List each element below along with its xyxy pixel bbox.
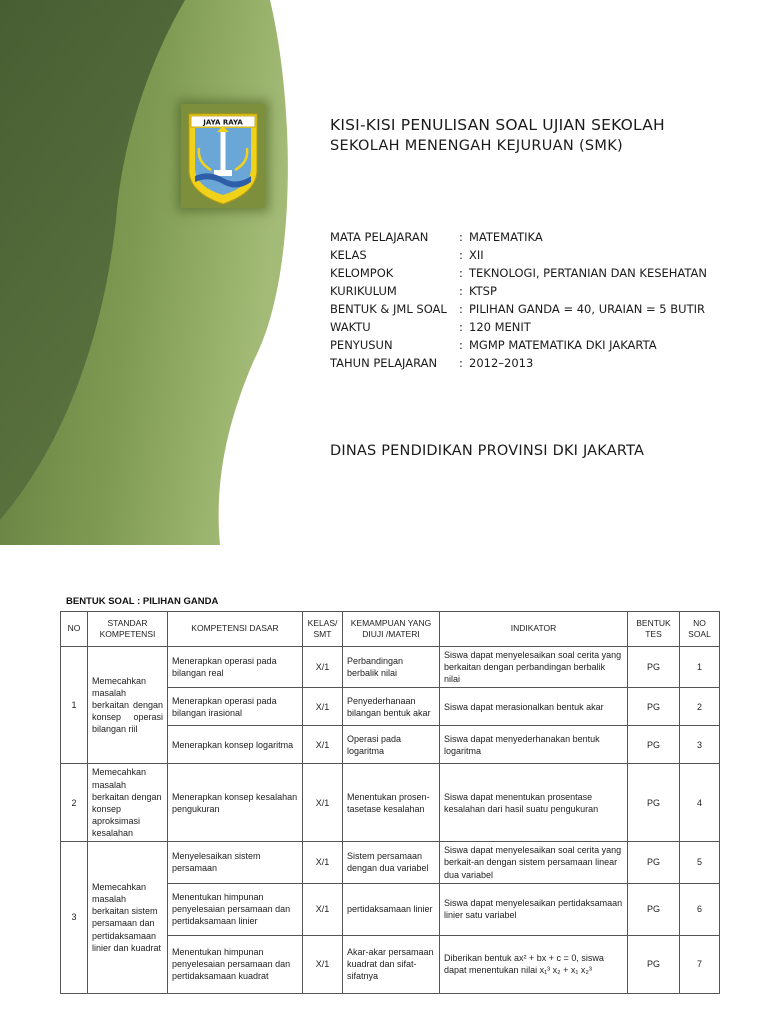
kisi-kisi-table xyxy=(60,611,720,994)
kompetensi-dasar: Menyelesaikan sistem persamaan xyxy=(168,842,303,883)
indikator: Siswa dapat menentukan prosentase kesalahan dari hasil suatu pengukuran xyxy=(440,764,628,842)
no-soal: 3 xyxy=(680,726,720,764)
bentuk-tes: PG xyxy=(628,688,680,726)
no-soal: 5 xyxy=(680,842,720,883)
bentuk-tes: PG xyxy=(628,647,680,688)
info-colon: : xyxy=(459,338,463,352)
indikator: Siswa dapat merasionalkan bentuk akar xyxy=(440,688,628,726)
info-colon: : xyxy=(459,302,463,316)
bentuk-tes: PG xyxy=(628,883,680,935)
materi: pertidaksamaan linier xyxy=(343,883,440,935)
info-colon: : xyxy=(459,320,463,334)
info-colon: : xyxy=(459,248,463,262)
section-label: BENTUK SOAL : PILIHAN GANDA xyxy=(66,596,219,607)
document-title: KISI-KISI PENULISAN SOAL UJIAN SEKOLAH xyxy=(330,116,665,134)
info-label: KELOMPOK xyxy=(330,266,394,280)
bentuk-tes: PG xyxy=(628,764,680,842)
kompetensi-dasar: Menerapkan operasi pada bilangan real xyxy=(168,647,303,688)
indikator: Siswa dapat menyelesaikan soal cerita yang berkait-an dengan sistem persamaan linear dua variabel xyxy=(440,842,628,883)
info-value: PILIHAN GANDA = 40, URAIAN = 5 BUTIR xyxy=(469,302,705,316)
info-colon: : xyxy=(459,356,463,370)
kompetensi-dasar: Menerapkan konsep logaritma xyxy=(168,726,303,764)
info-label: MATA PELAJARAN xyxy=(330,230,429,244)
indikator: Siswa dapat menyederhanakan bentuk logaritma xyxy=(440,726,628,764)
group-no: 2 xyxy=(61,764,88,842)
bentuk-tes: PG xyxy=(628,935,680,993)
group-standar-kompetensi: Memecahkan masalah berkaitan sistem persamaan dan pertidaksamaan linier dan kuadrat xyxy=(88,842,168,993)
materi: Menentukan prosen-tasetase kesalahan xyxy=(343,764,440,842)
logo-banner-text: JAYA RAYA xyxy=(203,118,243,127)
indikator: Siswa dapat menyelesaikan pertidaksamaan linier satu variabel xyxy=(440,883,628,935)
table-row xyxy=(61,842,720,883)
kompetensi-dasar: Menerapkan konsep kesalahan pengukuran xyxy=(168,764,303,842)
no-soal: 2 xyxy=(680,688,720,726)
info-value: MATEMATIKA xyxy=(469,230,543,244)
group-no: 1 xyxy=(61,647,88,764)
materi: Operasi pada logaritma xyxy=(343,726,440,764)
info-label: WAKTU xyxy=(330,320,371,334)
info-value: MGMP MATEMATIKA DKI JAKARTA xyxy=(469,338,657,352)
no-soal: 6 xyxy=(680,883,720,935)
header-kemampuan-materi: KEMAMPUAN YANG DIUJI /MATERI xyxy=(343,612,440,647)
no-soal: 1 xyxy=(680,647,720,688)
kelas-smt: X/1 xyxy=(303,842,343,883)
info-colon: : xyxy=(459,266,463,280)
no-soal: 7 xyxy=(680,935,720,993)
info-value: 120 MENIT xyxy=(469,320,531,334)
info-value: KTSP xyxy=(469,284,497,298)
info-value: XII xyxy=(469,248,484,262)
header-no-soal: NO SOAL xyxy=(680,612,720,647)
kelas-smt: X/1 xyxy=(303,688,343,726)
info-label: KELAS xyxy=(330,248,367,262)
jakarta-emblem-logo xyxy=(181,104,265,208)
kelas-smt: X/1 xyxy=(303,883,343,935)
bentuk-tes: PG xyxy=(628,726,680,764)
kelas-smt: X/1 xyxy=(303,764,343,842)
materi: Sistem persamaan dengan dua variabel xyxy=(343,842,440,883)
info-value: TEKNOLOGI, PERTANIAN DAN KESEHATAN xyxy=(469,266,707,280)
header-standar-kompetensi: STANDAR KOMPETENSI xyxy=(88,612,168,647)
materi: Penyederhanaan bilangan bentuk akar xyxy=(343,688,440,726)
info-value: 2012–2013 xyxy=(469,356,534,370)
group-standar-kompetensi: Memecahkan masalah berkaitan dengan konsep operasi bilangan riil xyxy=(88,647,168,764)
kelas-smt: X/1 xyxy=(303,935,343,993)
info-label: KURIKULUM xyxy=(330,284,397,298)
header-indikator: INDIKATOR xyxy=(440,612,628,647)
header-bentuk-tes: BENTUK TES xyxy=(628,612,680,647)
document-subtitle: SEKOLAH MENENGAH KEJURUAN (SMK) xyxy=(330,138,623,154)
info-colon: : xyxy=(459,230,463,244)
table-header-row xyxy=(61,612,720,647)
kelas-smt: X/1 xyxy=(303,726,343,764)
indikator: Diberikan bentuk ax² + bx + c = 0, siswa dapat menentukan nilai x₁³ x₂ + x₁ x₂³ xyxy=(440,935,628,993)
kompetensi-dasar: Menentukan himpunan penyelesaian persamaan dan pertidaksamaan kuadrat xyxy=(168,935,303,993)
info-colon: : xyxy=(459,284,463,298)
info-label: TAHUN PELAJARAN xyxy=(330,356,438,370)
materi: Perbandingan berbalik nilai xyxy=(343,647,440,688)
table-row xyxy=(61,647,720,688)
issuer-title: DINAS PENDIDIKAN PROVINSI DKI JAKARTA xyxy=(330,443,645,459)
no-soal: 4 xyxy=(680,764,720,842)
group-standar-kompetensi: Memecahkan masalah berkaitan dengan konsep aproksimasi kesalahan xyxy=(88,764,168,842)
kompetensi-dasar: Menerapkan operasi pada bilangan irasional xyxy=(168,688,303,726)
info-label: BENTUK & JML SOAL xyxy=(330,302,447,316)
table-row xyxy=(61,764,720,842)
materi: Akar-akar persamaan kuadrat dan sifat-sifatnya xyxy=(343,935,440,993)
kelas-smt: X/1 xyxy=(303,647,343,688)
kompetensi-dasar: Menentukan himpunan penyelesaian persamaan dan pertidaksamaan linier xyxy=(168,883,303,935)
header-kelas-smt: KELAS/ SMT xyxy=(303,612,343,647)
header-no: NO xyxy=(61,612,88,647)
header-kompetensi-dasar: KOMPETENSI DASAR xyxy=(168,612,303,647)
group-no: 3 xyxy=(61,842,88,993)
indikator: Siswa dapat menyelesaikan soal cerita yang berkaitan dengan perbandingan berbalik nilai xyxy=(440,647,628,688)
bentuk-tes: PG xyxy=(628,842,680,883)
info-label: PENYUSUN xyxy=(330,338,393,352)
